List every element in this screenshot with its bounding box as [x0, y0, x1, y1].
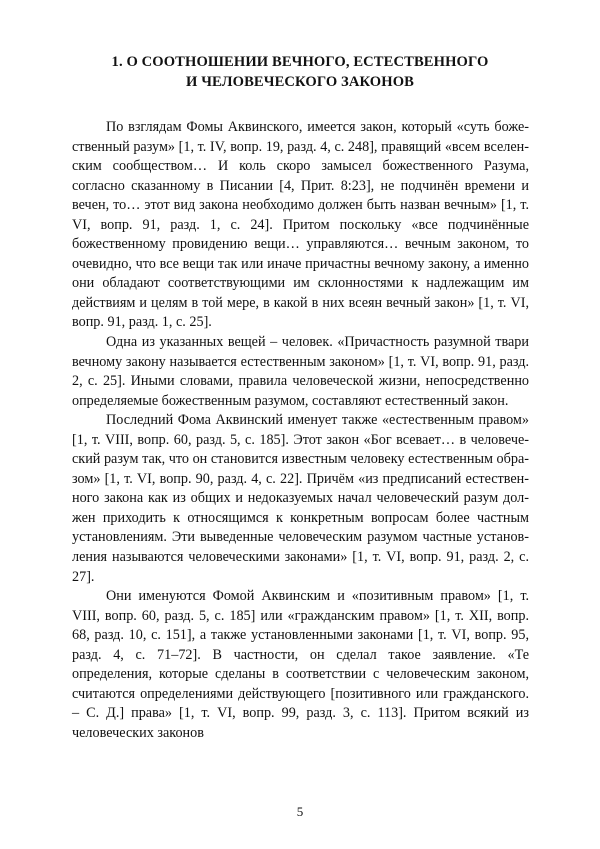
paragraph-natural-right: Последний Фома Аквинский именует также «естественным правом» [1, т. VIII, вопр. 60, разд. 5, с. 185]. Этот закон «Бог всевает… в человеческий разум так, что он становится известным человеку естественным образом» [1, т. VI, вопр. 90, разд. 4, с. 22]. Причём «из предписаний естественного закона как из общих и недоказуемых начал человеческий разум должен приходить к относящимся к конкретным вопросам более частным установлениям. Эти выведенные человеческим разумом частные установления называются человеческими законами» [1, т. VI, вопр. 91, разд. 2, с. 27].	[72, 412, 529, 585]
section-heading	[70, 52, 530, 92]
paragraph-natural-law: Одна из указанных вещей – человек. «Причастность разумной твари вечному закону называется естественным законом» [1, т. VI, вопр. 91, разд. 2, с. 25]. Иными словами, правила человеческой жизни, непосредственно определяемые божественным разумом, составляют естественный закон.	[72, 334, 529, 409]
paragraph-eternal-law: По взглядам Фомы Аквинского, имеется закон, который «суть божественный разум» [1, т. IV, вопр. 19, разд. 4, с. 248], правящий «всем вселенским сообществом… И коль скоро замысел божественного Разума, согласно сказанному в Писании [4, Прит. 8:23], не подчинён времени и вечен, то… этот вид закона необходимо должен быть назван вечным» [1, т. VI, вопр. 91, разд. 1, с. 24]. Притом поскольку «все подчинённые божественному провидению вещи… управляются… вечным законом, то очевидно, что все вещи так или иначе причастны вечному закону, а именно они обладают соответствующими им склонностями к надлежащим им действиям и целям в той мере, в какой в них всеян вечный закон» [1, т. VI, вопр. 91, разд. 1, с. 25].	[72, 119, 529, 331]
section-heading-line-1: 1. О СООТНОШЕНИИ ВЕЧНОГО, ЕСТЕСТВЕННОГО	[111, 54, 489, 70]
page-number: 5	[296, 804, 304, 819]
paragraph-positive-law: Они именуются Фомой Аквинским и «позитивным правом» [1, т. VIII, вопр. 60, разд. 5, с. 185] или «гражданским правом» [1, т. XII, вопр. 68, разд. 10, с. 151], а также установленными законами [1, т. VI, вопр. 95, разд. 4, с. 71–72]. В частности, он сделал такое заявление. «Те определения, которые сделаны в соответствии с человеческим законом, считаются определениями действующего [позитивного или гражданского. – С. Д.] права» [1, т. VI, вопр. 99, разд. 3, с. 113]. Притом всякий из человеческих законов	[72, 588, 529, 741]
body-text	[72, 118, 529, 744]
section-heading-line-2: И ЧЕЛОВЕЧЕСКОГО ЗАКОНОВ	[186, 74, 414, 90]
